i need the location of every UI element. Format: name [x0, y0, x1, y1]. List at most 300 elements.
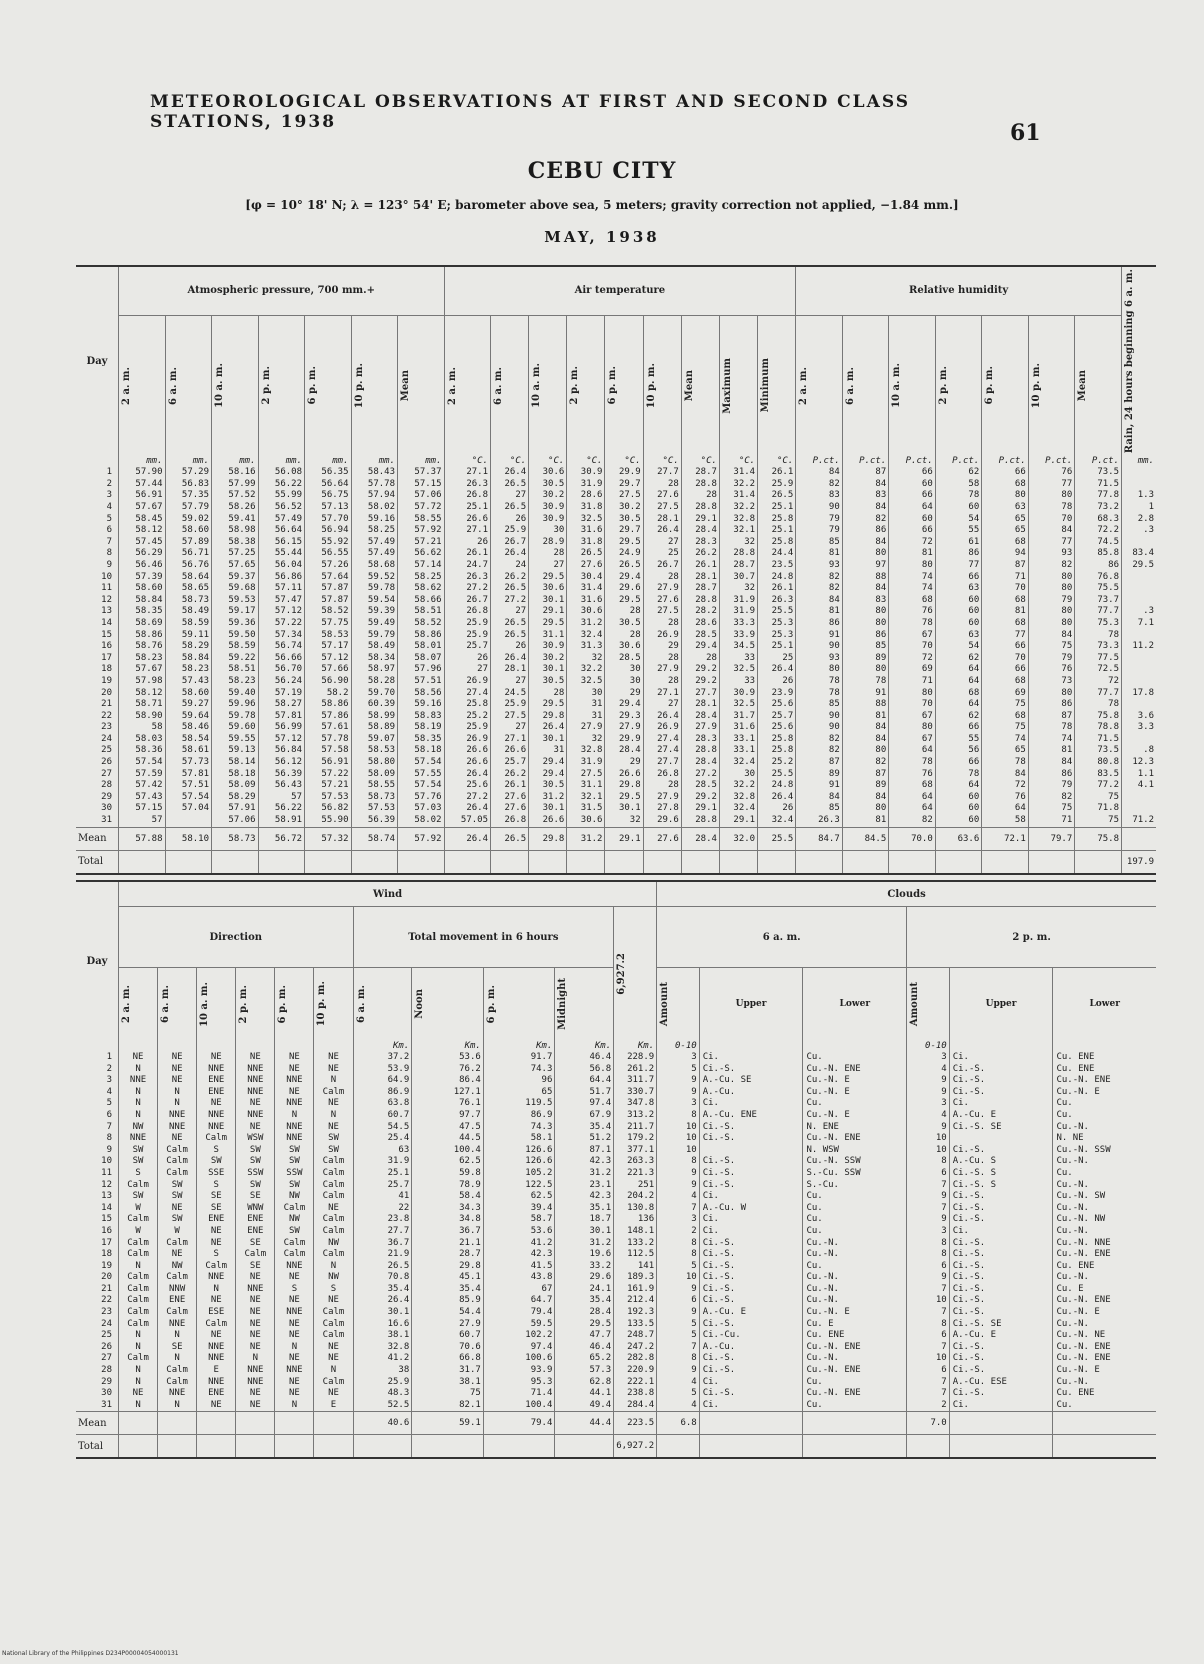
data-cell: 6	[907, 1365, 950, 1377]
pressure-col-header-label: 2 a. m.	[121, 366, 132, 405]
data-cell: 84	[982, 769, 1029, 781]
data-cell: 7.1	[1122, 618, 1157, 630]
data-cell: 28.9	[529, 537, 567, 549]
unit-cell: P.ct.	[842, 455, 889, 467]
data-cell: 32.2	[719, 780, 757, 792]
empty-cell	[119, 1412, 158, 1435]
data-cell: 80	[1028, 583, 1075, 595]
table-row	[76, 1098, 1156, 1110]
data-cell: N	[314, 1110, 353, 1122]
data-cell: 73.5	[1075, 467, 1122, 479]
data-cell: 58.02	[351, 502, 398, 514]
data-cell: 69	[982, 688, 1029, 700]
data-cell: 4	[907, 1064, 950, 1076]
amount-am-header	[657, 968, 700, 1041]
total-rain: 197.9	[1122, 850, 1157, 874]
data-cell: 29.1	[719, 815, 757, 827]
data-cell: Calm	[158, 1156, 197, 1168]
data-cell: 59.27	[165, 699, 212, 711]
data-cell: 29.6	[555, 1272, 614, 1284]
data-cell: 100.4	[412, 1145, 484, 1157]
data-cell: Ci.-S. S	[949, 1180, 1053, 1192]
data-cell: 17.8	[1122, 688, 1157, 700]
data-cell: 30	[605, 664, 643, 676]
data-cell: 247.2	[614, 1342, 657, 1354]
data-cell: 58.60	[165, 525, 212, 537]
data-cell: 80	[1028, 606, 1075, 618]
data-cell: 86	[1075, 560, 1122, 572]
data-cell: 32.5	[719, 664, 757, 676]
data-cell: 87	[982, 560, 1029, 572]
data-cell: 248.7	[614, 1330, 657, 1342]
data-cell: Cu.-N.	[803, 1353, 907, 1365]
data-cell: 56.43	[258, 780, 305, 792]
data-cell: A.-Cu. S	[949, 1156, 1053, 1168]
data-cell: 28.8	[681, 595, 719, 607]
data-cell: 30.1	[353, 1307, 412, 1319]
direction-col-header-label: 10 p. m.	[316, 981, 328, 1027]
data-cell: S	[197, 1249, 236, 1261]
data-cell: N. NE	[1053, 1133, 1156, 1145]
data-cell: 211.7	[614, 1122, 657, 1134]
data-cell: 57.06	[398, 490, 445, 502]
data-cell: 8	[657, 1249, 700, 1261]
data-cell: 53.9	[353, 1064, 412, 1076]
day-number: 28	[101, 780, 112, 791]
table-row	[76, 1156, 1156, 1168]
data-cell: 26.2	[681, 548, 719, 560]
data-cell: 7	[907, 1342, 950, 1354]
day-number: 22	[101, 710, 112, 721]
data-cell: 26.5	[491, 630, 529, 642]
data-cell: Cu.	[1053, 1098, 1156, 1110]
data-cell: .3	[1122, 606, 1157, 618]
data-cell: .3	[1122, 525, 1157, 537]
data-cell: NNE	[119, 1075, 158, 1087]
data-cell: S.-Cu.	[803, 1180, 907, 1192]
data-cell: 69	[889, 664, 936, 676]
table-row	[76, 1295, 1156, 1307]
data-cell: 1.1	[1122, 769, 1157, 781]
data-cell: 56.82	[305, 803, 352, 815]
data-cell: 58.12	[119, 688, 166, 700]
data-cell: 60.39	[351, 699, 398, 711]
data-cell: 189.3	[614, 1272, 657, 1284]
data-cell: NE	[314, 1122, 353, 1134]
data-cell: 75.5	[1075, 583, 1122, 595]
data-cell: 75	[1028, 803, 1075, 815]
data-cell: 25.5	[758, 606, 796, 618]
data-cell: 55.90	[305, 815, 352, 827]
data-cell: ENE	[197, 1087, 236, 1099]
data-cell: Ci.	[699, 1191, 803, 1203]
empty-cell	[657, 1435, 700, 1459]
data-cell: 78	[796, 688, 843, 700]
data-cell: 85	[796, 699, 843, 711]
daily-rows	[76, 1052, 1156, 1458]
data-cell: 56.55	[305, 548, 352, 560]
day-number: 11	[101, 583, 112, 594]
data-cell: 58.43	[351, 467, 398, 479]
data-cell: 30.9	[719, 688, 757, 700]
data-cell: Ci.	[699, 1226, 803, 1238]
data-cell: Calm	[236, 1249, 275, 1261]
table-row	[76, 1353, 1156, 1365]
data-cell: 24.4	[758, 548, 796, 560]
data-cell: 58.23	[212, 676, 259, 688]
mean-cell: 26.4	[444, 827, 491, 850]
data-cell: Cu.-N. SW	[1053, 1191, 1156, 1203]
data-cell: NW	[275, 1214, 314, 1226]
table-row	[76, 1388, 1156, 1400]
unit-cell: mm.	[398, 455, 445, 467]
data-cell: 311.7	[614, 1075, 657, 1087]
data-cell: NE	[197, 1400, 236, 1412]
data-cell: 126.6	[483, 1156, 555, 1168]
data-cell: Cu.-N.	[803, 1238, 907, 1250]
data-cell: Cu.	[803, 1400, 907, 1412]
day-number: 19	[101, 1260, 112, 1271]
pressure-col-header	[119, 315, 166, 455]
data-cell: 58.16	[212, 467, 259, 479]
data-cell: Cu.	[803, 1191, 907, 1203]
data-cell: 54	[935, 514, 982, 526]
data-cell: Cu. ENE	[1053, 1388, 1156, 1400]
data-cell: 76.8	[1075, 572, 1122, 584]
data-cell: 57.81	[165, 769, 212, 781]
empty-cell	[158, 1412, 197, 1435]
data-cell: 60.7	[353, 1110, 412, 1122]
data-cell: 64.7	[483, 1295, 555, 1307]
humidity-col-header-label: 6 p. m.	[984, 366, 996, 405]
data-cell: 59.07	[351, 734, 398, 746]
data-cell: 33.1	[719, 734, 757, 746]
data-cell: 70.8	[353, 1272, 412, 1284]
data-cell: Ci.-S.	[949, 1064, 1053, 1076]
data-cell: 26.1	[681, 560, 719, 572]
data-cell: 30.1	[529, 664, 567, 676]
data-cell: 26.9	[643, 630, 681, 642]
data-cell: Ci.-S.	[949, 1272, 1053, 1284]
data-cell: 24	[491, 560, 529, 572]
empty-cell	[236, 1040, 275, 1052]
data-cell: Ci.-S.	[949, 1261, 1053, 1273]
data-cell: SSW	[275, 1168, 314, 1180]
data-cell: 57.65	[212, 560, 259, 572]
data-cell: 56.39	[351, 815, 398, 827]
table-row	[76, 1261, 1156, 1273]
data-cell: 56.71	[165, 548, 212, 560]
data-cell: 74	[889, 583, 936, 595]
mean-cell: 32.0	[719, 827, 757, 850]
data-cell: 65	[982, 514, 1029, 526]
data-cell: 80	[889, 722, 936, 734]
data-cell: Cu.-N.	[1053, 1156, 1156, 1168]
data-cell: Calm	[158, 1238, 197, 1250]
data-cell: 41.2	[353, 1353, 412, 1365]
data-cell: NE	[197, 1295, 236, 1307]
data-cell: 26.5	[758, 490, 796, 502]
data-cell: Ci.-S.	[949, 1203, 1053, 1215]
data-cell: 56.12	[258, 757, 305, 769]
data-cell: 57.15	[119, 803, 166, 815]
data-cell: 57.21	[305, 780, 352, 792]
data-cell: 83.5	[1075, 769, 1122, 781]
data-cell	[1122, 572, 1157, 584]
station-coordinates: [φ = 10° 18' N; λ = 123° 54' E; barometer above sea, 5 meters; gravity correction not applied, −1.84 mm.]	[245, 198, 959, 212]
data-cell: NNE	[236, 1110, 275, 1122]
data-cell: 11.2	[1122, 641, 1157, 653]
data-cell: 34.3	[412, 1203, 484, 1215]
day-number: 31	[101, 1399, 112, 1410]
data-cell: 58.66	[398, 595, 445, 607]
data-cell: Cu.-N.	[1053, 1226, 1156, 1238]
data-cell: Cu.-N. ENE	[1053, 1075, 1156, 1087]
data-cell: 29.6	[643, 815, 681, 827]
direction-col-header	[275, 968, 314, 1041]
data-cell: 38.1	[412, 1377, 484, 1389]
data-cell: 80	[1028, 688, 1075, 700]
day-number: 3	[106, 490, 112, 501]
data-cell: 30.5	[529, 780, 567, 792]
table-row	[76, 1365, 1156, 1377]
pressure-col-header	[305, 315, 352, 455]
data-cell: 63	[982, 502, 1029, 514]
data-cell: S	[119, 1168, 158, 1180]
data-cell: 30.7	[719, 572, 757, 584]
day-number: 9	[106, 559, 112, 570]
data-cell: NNE	[236, 1284, 275, 1296]
data-cell: 63	[935, 630, 982, 642]
data-cell: 27.7	[681, 688, 719, 700]
data-cell: Ci.-S.	[949, 1249, 1053, 1261]
data-cell: 29.5	[1122, 560, 1157, 572]
archive-footer: National Library of the Philippines D234P00004054000131	[2, 1650, 179, 1657]
data-cell: 86	[796, 618, 843, 630]
data-cell: 31.6	[567, 525, 605, 537]
data-cell: 263.3	[614, 1156, 657, 1168]
data-cell: 28	[643, 618, 681, 630]
data-cell: 57.96	[398, 664, 445, 676]
data-cell: 68	[982, 479, 1029, 491]
data-cell: Cu.-N. ENE	[1053, 1342, 1156, 1354]
data-cell: Calm	[119, 1249, 158, 1261]
data-cell: Calm	[158, 1272, 197, 1284]
empty-cell	[197, 1412, 236, 1435]
data-cell: 26.3	[444, 479, 491, 491]
data-cell: 58.29	[212, 792, 259, 804]
table-row	[76, 1330, 1156, 1342]
data-cell: 89	[842, 653, 889, 665]
page-number: 61	[1010, 120, 1041, 146]
data-cell: 28	[605, 630, 643, 642]
data-cell: N	[119, 1261, 158, 1273]
data-cell: 26.2	[491, 769, 529, 781]
data-cell: 58.03	[119, 734, 166, 746]
data-cell: 97.4	[483, 1342, 555, 1354]
data-cell: Cu.-N.	[803, 1249, 907, 1261]
data-cell: Ci.-S. S	[949, 1168, 1053, 1180]
temp-col-header-label: 6 p. m.	[607, 366, 619, 405]
data-cell: 56.76	[165, 560, 212, 572]
table-row	[76, 734, 1156, 746]
data-cell: Calm	[197, 1261, 236, 1273]
data-cell: 57.12	[305, 653, 352, 665]
data-cell: 39.4	[483, 1203, 555, 1215]
data-cell: 66	[982, 641, 1029, 653]
data-cell: 179.2	[614, 1133, 657, 1145]
data-cell: 330.7	[614, 1087, 657, 1099]
data-cell: 27.4	[643, 745, 681, 757]
data-cell: 59.68	[212, 583, 259, 595]
data-cell: 81	[842, 711, 889, 723]
data-cell: 75	[412, 1388, 484, 1400]
data-cell: 28	[643, 780, 681, 792]
table-row	[76, 745, 1156, 757]
empty-cell	[935, 850, 982, 874]
data-cell: 86	[842, 525, 889, 537]
data-cell: 78	[889, 618, 936, 630]
data-cell: NNE	[197, 1122, 236, 1134]
data-cell: 58.25	[398, 572, 445, 584]
data-cell: ENE	[236, 1226, 275, 1238]
data-cell: Ci.	[699, 1214, 803, 1226]
data-cell: NE	[236, 1098, 275, 1110]
direction-col-header	[158, 968, 197, 1041]
data-cell: 28	[681, 653, 719, 665]
data-cell: 28.5	[605, 653, 643, 665]
data-cell: Cu.	[803, 1052, 907, 1064]
data-cell: N	[314, 1075, 353, 1087]
day-number: 6	[106, 1109, 112, 1120]
data-cell: Cu.	[1053, 1400, 1156, 1412]
mean-cell: 40.6	[353, 1412, 412, 1435]
data-cell	[1122, 595, 1157, 607]
data-cell: 66	[889, 525, 936, 537]
data-cell: 53.6	[412, 1052, 484, 1064]
data-cell: Ci.-S.	[699, 1261, 803, 1273]
day-number: 26	[101, 757, 112, 768]
data-cell: 57.76	[398, 792, 445, 804]
data-cell: 59.41	[212, 514, 259, 526]
data-cell: 32	[567, 734, 605, 746]
data-cell: 33	[719, 653, 757, 665]
data-cell: 28.4	[681, 757, 719, 769]
data-cell: 25.3	[758, 618, 796, 630]
data-cell: 58.64	[165, 572, 212, 584]
month-title: MAY, 1938	[544, 228, 660, 246]
data-cell: ENE	[158, 1295, 197, 1307]
table-row	[76, 815, 1156, 827]
data-cell: W	[158, 1226, 197, 1238]
data-cell: NNE	[236, 1087, 275, 1099]
data-cell: 57.54	[398, 757, 445, 769]
data-cell: 29.7	[605, 525, 643, 537]
data-cell: 26.4	[529, 722, 567, 734]
data-cell: 59.79	[351, 630, 398, 642]
movement-col-header-label: 6 a. m.	[355, 985, 367, 1023]
data-cell: 10	[657, 1272, 700, 1284]
mean-cell: 84.5	[842, 827, 889, 850]
data-cell: 25.9	[444, 618, 491, 630]
data-cell: 79	[796, 514, 843, 526]
unit-cell: P.ct.	[982, 455, 1029, 467]
empty-cell	[314, 1412, 353, 1435]
data-cell: 32.8	[719, 514, 757, 526]
day-number: 25	[101, 1330, 112, 1341]
data-cell: 90	[796, 711, 843, 723]
data-cell: Calm	[119, 1284, 158, 1296]
empty-cell	[158, 1435, 197, 1459]
data-cell: 57.89	[165, 537, 212, 549]
data-cell: 26.9	[444, 734, 491, 746]
data-cell: 80	[796, 664, 843, 676]
data-cell: 47.5	[412, 1122, 484, 1134]
data-cell: 25.8	[758, 537, 796, 549]
data-cell: 31.1	[529, 630, 567, 642]
data-cell: 56.29	[119, 548, 166, 560]
data-cell: 57.58	[305, 745, 352, 757]
data-cell: 27.9	[567, 722, 605, 734]
data-cell: 58.55	[351, 780, 398, 792]
data-cell: 64	[935, 699, 982, 711]
data-cell: 82	[796, 745, 843, 757]
data-cell: Calm	[119, 1353, 158, 1365]
data-cell: 59.96	[212, 699, 259, 711]
data-cell: 59.39	[351, 606, 398, 618]
table-row	[76, 1145, 1156, 1157]
data-cell: 26.4	[491, 548, 529, 560]
data-cell: NE	[314, 1342, 353, 1354]
data-cell: 29.2	[681, 792, 719, 804]
data-cell: Calm	[119, 1272, 158, 1284]
data-cell: Cu.-N. SSW	[803, 1156, 907, 1168]
data-cell: 9	[907, 1272, 950, 1284]
data-cell: 27.9	[681, 722, 719, 734]
data-cell: S	[314, 1284, 353, 1296]
data-cell: 79	[796, 525, 843, 537]
data-cell: A.-Cu. ESE	[949, 1377, 1053, 1389]
data-cell: 10	[907, 1295, 950, 1307]
data-cell: N	[119, 1377, 158, 1389]
empty-cell	[949, 1435, 1053, 1459]
data-cell: WSW	[236, 1133, 275, 1145]
table-row	[76, 1307, 1156, 1319]
table-row	[76, 502, 1156, 514]
data-cell: 9	[657, 1180, 700, 1192]
data-cell: 32.8	[719, 792, 757, 804]
data-cell: 27.2	[444, 792, 491, 804]
data-cell: N	[158, 1400, 197, 1412]
mean-cell: 57.92	[398, 827, 445, 850]
data-cell: 57.86	[305, 711, 352, 723]
data-cell: 29.8	[605, 780, 643, 792]
day-number: 5	[106, 1098, 112, 1109]
data-cell: 30.9	[529, 514, 567, 526]
data-cell: 60.7	[412, 1330, 484, 1342]
data-cell: 58.35	[119, 606, 166, 618]
data-cell: 95.3	[483, 1377, 555, 1389]
data-cell: 27.1	[643, 688, 681, 700]
data-cell: 59.52	[351, 572, 398, 584]
data-cell: 57.55	[398, 769, 445, 781]
data-cell: 30.5	[605, 514, 643, 526]
data-cell: 51.2	[555, 1133, 614, 1145]
data-cell: 84	[796, 467, 843, 479]
table-row	[76, 1075, 1156, 1087]
temp-col-header	[758, 315, 796, 455]
empty-cell	[275, 1412, 314, 1435]
